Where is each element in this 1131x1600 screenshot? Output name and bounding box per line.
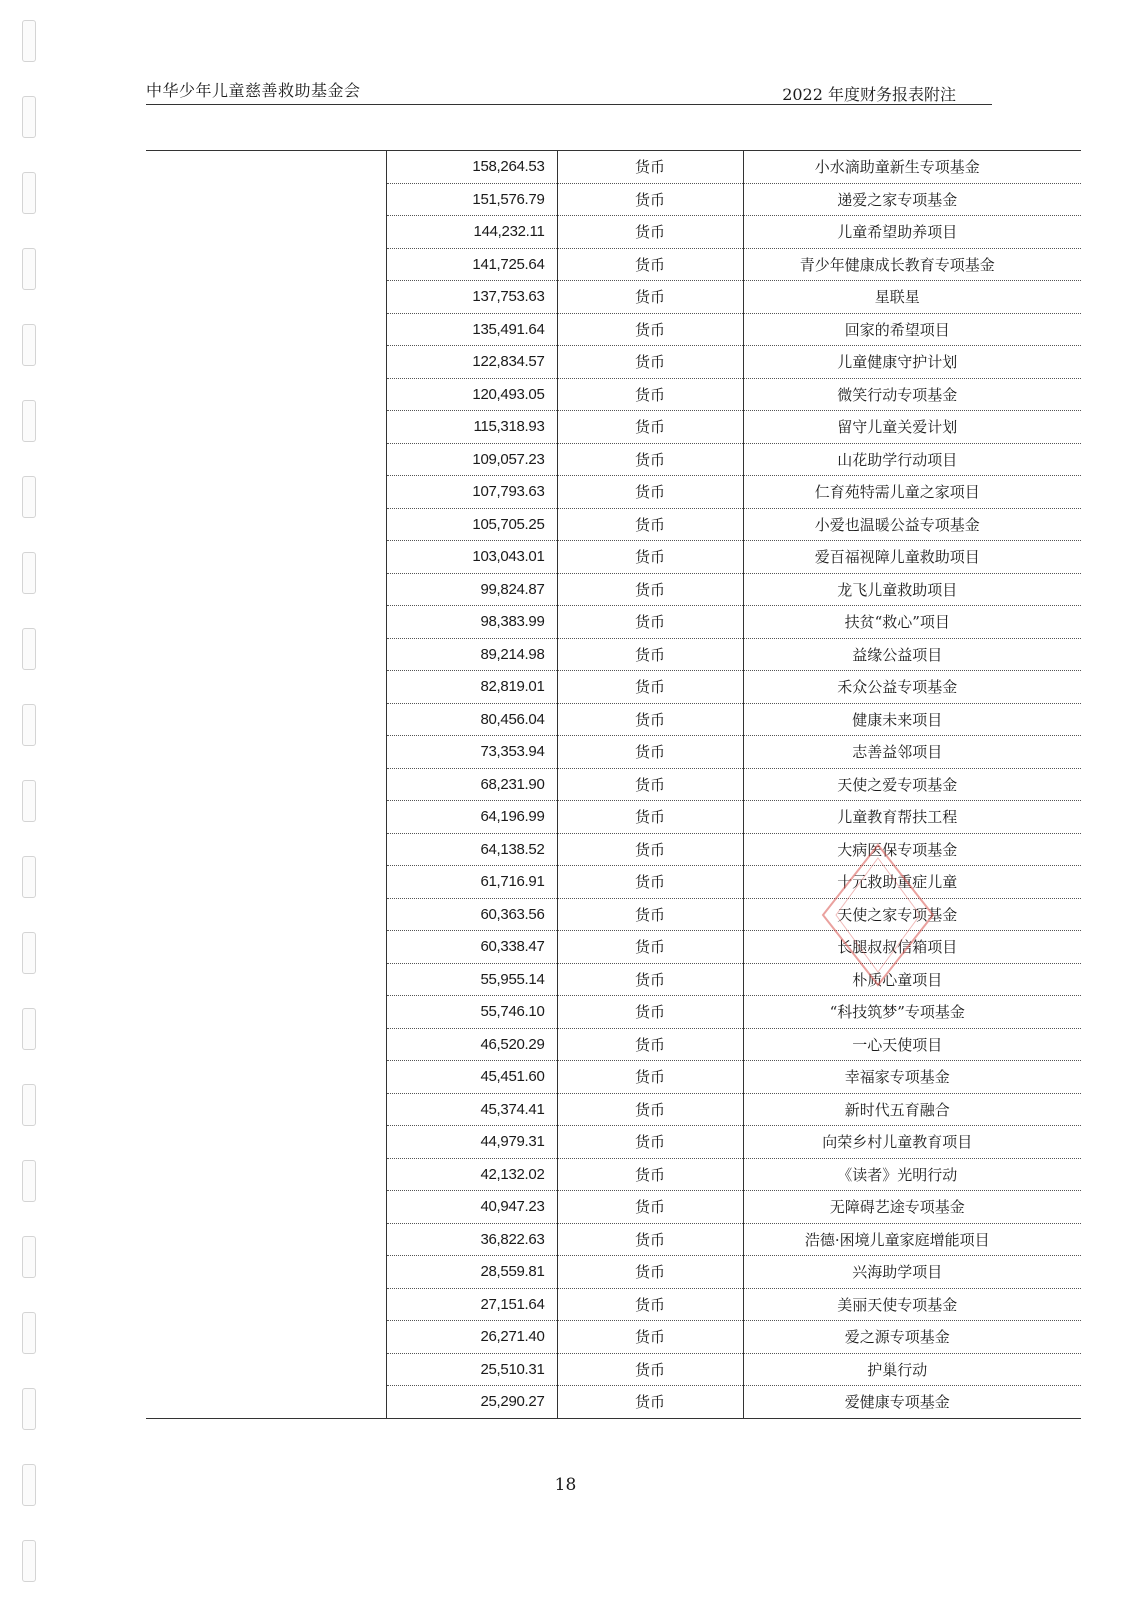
amount-cell: 137,753.63 [386, 281, 557, 314]
fund-name-cell: 新时代五育融合 [743, 1093, 1081, 1126]
amount-cell: 45,451.60 [386, 1061, 557, 1094]
fund-name-cell: “科技筑梦”专项基金 [743, 996, 1081, 1029]
binding-hole [22, 704, 36, 746]
binding-hole [22, 1084, 36, 1126]
amount-cell: 40,947.23 [386, 1191, 557, 1224]
blank-category-cell [146, 1321, 386, 1354]
blank-category-cell [146, 573, 386, 606]
table-row [146, 1256, 1081, 1289]
amount-cell: 60,363.56 [386, 898, 557, 931]
blank-category-cell [146, 1386, 386, 1419]
fund-name-cell: 禾众公益专项基金 [743, 671, 1081, 704]
table-row [146, 801, 1081, 834]
fund-name-cell: 回家的希望项目 [743, 313, 1081, 346]
fund-table-container [146, 150, 1081, 1450]
asset-type-cell: 货币 [557, 508, 743, 541]
blank-category-cell [146, 346, 386, 379]
table-row [146, 1353, 1081, 1386]
amount-cell: 64,196.99 [386, 801, 557, 834]
fund-name-cell: 仁育苑特需儿童之家项目 [743, 476, 1081, 509]
table-row [146, 1191, 1081, 1224]
amount-cell: 144,232.11 [386, 216, 557, 249]
amount-cell: 158,264.53 [386, 151, 557, 184]
amount-cell: 80,456.04 [386, 703, 557, 736]
asset-type-cell: 货币 [557, 573, 743, 606]
asset-type-cell: 货币 [557, 606, 743, 639]
blank-category-cell [146, 1126, 386, 1159]
blank-category-cell [146, 216, 386, 249]
fund-name-cell: 十元救助重症儿童 [743, 866, 1081, 899]
binding-hole [22, 476, 36, 518]
table-row [146, 1158, 1081, 1191]
amount-cell: 122,834.57 [386, 346, 557, 379]
binding-hole [22, 324, 36, 366]
fund-name-cell: 青少年健康成长教育专项基金 [743, 248, 1081, 281]
fund-name-cell: 美丽天使专项基金 [743, 1288, 1081, 1321]
table-row [146, 378, 1081, 411]
asset-type-cell: 货币 [557, 1256, 743, 1289]
fund-name-cell: 星联星 [743, 281, 1081, 314]
blank-category-cell [146, 606, 386, 639]
binding-hole [22, 1540, 36, 1582]
asset-type-cell: 货币 [557, 833, 743, 866]
asset-type-cell: 货币 [557, 1353, 743, 1386]
fund-name-cell: 儿童健康守护计划 [743, 346, 1081, 379]
table-row [146, 833, 1081, 866]
fund-name-cell: 向荣乡村儿童教育项目 [743, 1126, 1081, 1159]
header-divider [146, 104, 992, 105]
blank-category-cell [146, 508, 386, 541]
table-row [146, 508, 1081, 541]
asset-type-cell: 货币 [557, 963, 743, 996]
fund-name-cell: 爱百福视障儿童救助项目 [743, 541, 1081, 574]
fund-name-cell: 益缘公益项目 [743, 638, 1081, 671]
table-row [146, 898, 1081, 931]
blank-category-cell [146, 768, 386, 801]
blank-category-cell [146, 1353, 386, 1386]
fund-name-cell: 小水滴助童新生专项基金 [743, 151, 1081, 184]
asset-type-cell: 货币 [557, 216, 743, 249]
table-row [146, 411, 1081, 444]
binding-hole [22, 172, 36, 214]
amount-cell: 55,746.10 [386, 996, 557, 1029]
fund-name-cell: 大病医保专项基金 [743, 833, 1081, 866]
table-row [146, 151, 1081, 184]
fund-name-cell: 山花助学行动项目 [743, 443, 1081, 476]
asset-type-cell: 货币 [557, 378, 743, 411]
fund-name-cell: 龙飞儿童救助项目 [743, 573, 1081, 606]
table-row [146, 1386, 1081, 1419]
fund-name-cell: 天使之爱专项基金 [743, 768, 1081, 801]
asset-type-cell: 货币 [557, 703, 743, 736]
blank-category-cell [146, 931, 386, 964]
table-row [146, 931, 1081, 964]
amount-cell: 26,271.40 [386, 1321, 557, 1354]
fund-name-cell: 小爱也温暖公益专项基金 [743, 508, 1081, 541]
amount-cell: 73,353.94 [386, 736, 557, 769]
asset-type-cell: 货币 [557, 1223, 743, 1256]
amount-cell: 60,338.47 [386, 931, 557, 964]
table-row [146, 703, 1081, 736]
table-row [146, 443, 1081, 476]
table-row [146, 606, 1081, 639]
blank-category-cell [146, 313, 386, 346]
blank-category-cell [146, 1028, 386, 1061]
asset-type-cell: 货币 [557, 151, 743, 184]
binding-hole [22, 780, 36, 822]
amount-cell: 64,138.52 [386, 833, 557, 866]
amount-cell: 61,716.91 [386, 866, 557, 899]
table-row [146, 1288, 1081, 1321]
asset-type-cell: 货币 [557, 1093, 743, 1126]
fund-name-cell: 爱之源专项基金 [743, 1321, 1081, 1354]
asset-type-cell: 货币 [557, 248, 743, 281]
table-row [146, 1223, 1081, 1256]
asset-type-cell: 货币 [557, 671, 743, 704]
fund-name-cell: 健康未来项目 [743, 703, 1081, 736]
amount-cell: 55,955.14 [386, 963, 557, 996]
table-row [146, 346, 1081, 379]
asset-type-cell: 货币 [557, 768, 743, 801]
fund-name-cell: 幸福家专项基金 [743, 1061, 1081, 1094]
table-row [146, 183, 1081, 216]
blank-category-cell [146, 1223, 386, 1256]
blank-category-cell [146, 1288, 386, 1321]
table-row [146, 866, 1081, 899]
blank-category-cell [146, 671, 386, 704]
binding-hole [22, 1312, 36, 1354]
binding-hole [22, 20, 36, 62]
fund-name-cell: 儿童希望助养项目 [743, 216, 1081, 249]
table-row [146, 1321, 1081, 1354]
asset-type-cell: 货币 [557, 281, 743, 314]
fund-name-cell: 《读者》光明行动 [743, 1158, 1081, 1191]
table-row [146, 248, 1081, 281]
amount-cell: 115,318.93 [386, 411, 557, 444]
binding-hole [22, 1236, 36, 1278]
binding-hole [22, 932, 36, 974]
fund-name-cell: 递爱之家专项基金 [743, 183, 1081, 216]
fund-name-cell: 儿童教育帮扶工程 [743, 801, 1081, 834]
asset-type-cell: 货币 [557, 476, 743, 509]
blank-category-cell [146, 1158, 386, 1191]
amount-cell: 135,491.64 [386, 313, 557, 346]
asset-type-cell: 货币 [557, 898, 743, 931]
amount-cell: 151,576.79 [386, 183, 557, 216]
blank-category-cell [146, 963, 386, 996]
table-row [146, 476, 1081, 509]
fund-name-cell: 志善益邻项目 [743, 736, 1081, 769]
asset-type-cell: 货币 [557, 736, 743, 769]
fund-name-cell: 朴质心童项目 [743, 963, 1081, 996]
blank-category-cell [146, 443, 386, 476]
blank-category-cell [146, 281, 386, 314]
amount-cell: 109,057.23 [386, 443, 557, 476]
table-row [146, 963, 1081, 996]
asset-type-cell: 货币 [557, 1288, 743, 1321]
asset-type-cell: 货币 [557, 866, 743, 899]
blank-category-cell [146, 833, 386, 866]
binding-hole [22, 628, 36, 670]
table-row [146, 1093, 1081, 1126]
fund-name-cell: 一心天使项目 [743, 1028, 1081, 1061]
asset-type-cell: 货币 [557, 183, 743, 216]
blank-category-cell [146, 1061, 386, 1094]
binding-hole [22, 248, 36, 290]
blank-category-cell [146, 736, 386, 769]
binding-hole [22, 856, 36, 898]
amount-cell: 45,374.41 [386, 1093, 557, 1126]
table-row [146, 1126, 1081, 1159]
fund-name-cell: 兴海助学项目 [743, 1256, 1081, 1289]
amount-cell: 103,043.01 [386, 541, 557, 574]
blank-category-cell [146, 1093, 386, 1126]
binding-hole [22, 552, 36, 594]
asset-type-cell: 货币 [557, 1028, 743, 1061]
asset-type-cell: 货币 [557, 1126, 743, 1159]
amount-cell: 107,793.63 [386, 476, 557, 509]
asset-type-cell: 货币 [557, 1191, 743, 1224]
fund-name-cell: 扶贫“救心”项目 [743, 606, 1081, 639]
asset-type-cell: 货币 [557, 801, 743, 834]
fund-name-cell: 护巢行动 [743, 1353, 1081, 1386]
asset-type-cell: 货币 [557, 346, 743, 379]
fund-name-cell: 长腿叔叔信箱项目 [743, 931, 1081, 964]
fund-name-cell: 天使之家专项基金 [743, 898, 1081, 931]
amount-cell: 46,520.29 [386, 1028, 557, 1061]
fund-name-cell: 无障碍艺途专项基金 [743, 1191, 1081, 1224]
blank-category-cell [146, 248, 386, 281]
fund-name-cell: 浩德·困境儿童家庭增能项目 [743, 1223, 1081, 1256]
table-row [146, 573, 1081, 606]
binding-hole [22, 1160, 36, 1202]
blank-category-cell [146, 476, 386, 509]
amount-cell: 141,725.64 [386, 248, 557, 281]
asset-type-cell: 货币 [557, 313, 743, 346]
amount-cell: 27,151.64 [386, 1288, 557, 1321]
amount-cell: 89,214.98 [386, 638, 557, 671]
amount-cell: 28,559.81 [386, 1256, 557, 1289]
table-row [146, 638, 1081, 671]
amount-cell: 68,231.90 [386, 768, 557, 801]
amount-cell: 25,290.27 [386, 1386, 557, 1419]
amount-cell: 25,510.31 [386, 1353, 557, 1386]
amount-cell: 82,819.01 [386, 671, 557, 704]
blank-category-cell [146, 151, 386, 184]
amount-cell: 105,705.25 [386, 508, 557, 541]
organization-name: 中华少年儿童慈善救助基金会 [146, 81, 361, 100]
amount-cell: 98,383.99 [386, 606, 557, 639]
table-row [146, 671, 1081, 704]
asset-type-cell: 货币 [557, 411, 743, 444]
blank-category-cell [146, 1256, 386, 1289]
page-number: 18 [554, 1475, 577, 1495]
asset-type-cell: 货币 [557, 931, 743, 964]
asset-type-cell: 货币 [557, 996, 743, 1029]
amount-cell: 42,132.02 [386, 1158, 557, 1191]
blank-category-cell [146, 801, 386, 834]
fund-name-cell: 留守儿童关爱计划 [743, 411, 1081, 444]
report-title: 2022 年度财务报表附注 [782, 85, 956, 104]
asset-type-cell: 货币 [557, 1061, 743, 1094]
asset-type-cell: 货币 [557, 638, 743, 671]
table-row [146, 541, 1081, 574]
blank-category-cell [146, 638, 386, 671]
fund-table [146, 150, 1081, 1419]
binding-hole [22, 1388, 36, 1430]
asset-type-cell: 货币 [557, 1158, 743, 1191]
binding-hole [22, 400, 36, 442]
table-row [146, 1028, 1081, 1061]
blank-category-cell [146, 1191, 386, 1224]
binding-hole [22, 96, 36, 138]
amount-cell: 36,822.63 [386, 1223, 557, 1256]
table-row [146, 996, 1081, 1029]
blank-category-cell [146, 866, 386, 899]
blank-category-cell [146, 703, 386, 736]
asset-type-cell: 货币 [557, 443, 743, 476]
binding-hole [22, 1008, 36, 1050]
blank-category-cell [146, 898, 386, 931]
table-row [146, 1061, 1081, 1094]
asset-type-cell: 货币 [557, 1386, 743, 1419]
table-row [146, 768, 1081, 801]
table-row [146, 216, 1081, 249]
table-row [146, 736, 1081, 769]
asset-type-cell: 货币 [557, 1321, 743, 1354]
fund-table-body [146, 151, 1081, 1419]
fund-name-cell: 爱健康专项基金 [743, 1386, 1081, 1419]
blank-category-cell [146, 996, 386, 1029]
table-row [146, 281, 1081, 314]
table-row [146, 313, 1081, 346]
amount-cell: 120,493.05 [386, 378, 557, 411]
blank-category-cell [146, 183, 386, 216]
blank-category-cell [146, 378, 386, 411]
fund-name-cell: 微笑行动专项基金 [743, 378, 1081, 411]
amount-cell: 99,824.87 [386, 573, 557, 606]
blank-category-cell [146, 411, 386, 444]
blank-category-cell [146, 541, 386, 574]
asset-type-cell: 货币 [557, 541, 743, 574]
amount-cell: 44,979.31 [386, 1126, 557, 1159]
